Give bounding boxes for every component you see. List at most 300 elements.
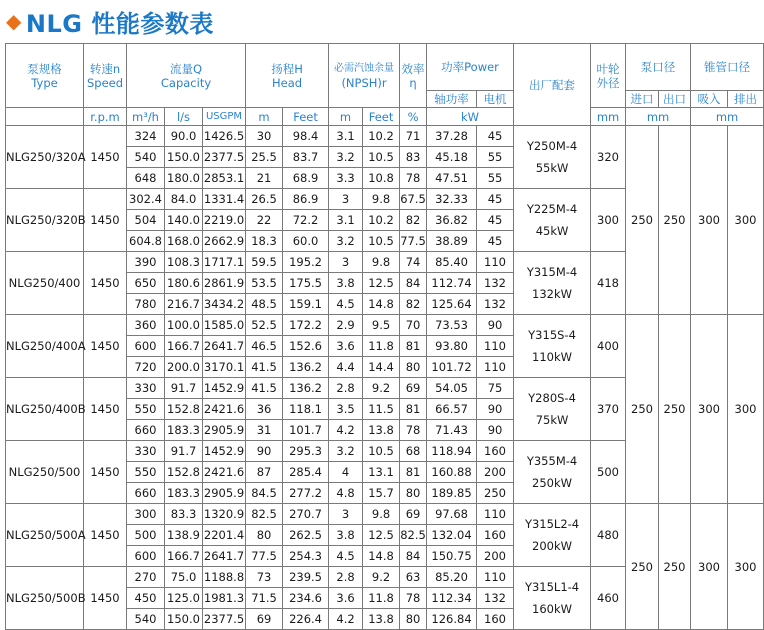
data-cell: 84.0 [165, 189, 203, 210]
data-cell: 2377.5 [203, 147, 246, 168]
data-cell: 1452.9 [203, 378, 246, 399]
impeller-cell: 300 [591, 189, 626, 252]
data-cell: 10.8 [363, 168, 400, 189]
data-cell: 45 [477, 231, 514, 252]
pump-port-header: 泵口径 [626, 44, 691, 91]
data-cell: 226.4 [283, 609, 329, 630]
data-cell: 81 [400, 336, 427, 357]
data-cell: 300 [127, 504, 165, 525]
data-cell: 90 [477, 420, 514, 441]
data-cell: 10.2 [363, 210, 400, 231]
model-cell: NLG250/320A [6, 126, 84, 189]
data-cell: 80 [246, 525, 283, 546]
data-cell: 540 [127, 609, 165, 630]
outlet-cell: 250 [659, 126, 691, 315]
data-cell: 2641.7 [203, 336, 246, 357]
data-cell: 74 [400, 252, 427, 273]
data-cell: 9.2 [363, 378, 400, 399]
speed-cell: 1450 [84, 252, 127, 315]
data-cell: 136.2 [283, 357, 329, 378]
data-cell: 84 [400, 273, 427, 294]
data-cell: 84.5 [246, 483, 283, 504]
data-cell: 159.1 [283, 294, 329, 315]
speed-cell: 1450 [84, 504, 127, 567]
speed-cell: 1450 [84, 441, 127, 504]
data-cell: 216.7 [165, 294, 203, 315]
unit-rpm: r.p.m [84, 108, 127, 126]
inlet-cell: 250 [626, 504, 659, 630]
data-cell: 140.0 [165, 210, 203, 231]
data-cell: 13.8 [363, 609, 400, 630]
factory-header: 出厂配套 [514, 44, 591, 126]
performance-table [5, 43, 764, 630]
data-cell: 100.0 [165, 315, 203, 336]
data-cell: 3.1 [329, 126, 363, 147]
data-cell: 84 [400, 546, 427, 567]
data-cell: 12.5 [363, 273, 400, 294]
data-cell: 4.2 [329, 609, 363, 630]
motor-kw: 132kW [532, 287, 573, 301]
speed-cell: 1450 [84, 315, 127, 378]
data-cell: 11.8 [363, 336, 400, 357]
data-cell: 160 [477, 609, 514, 630]
data-cell: 150.0 [165, 147, 203, 168]
discharge-cell: 300 [728, 504, 764, 630]
model-cell: NLG250/500A [6, 504, 84, 567]
data-cell: 3.2 [329, 441, 363, 462]
data-cell: 11.8 [363, 588, 400, 609]
data-cell: 132 [477, 273, 514, 294]
data-cell: 132.04 [427, 525, 477, 546]
data-cell: 38.89 [427, 231, 477, 252]
impeller-cell: 480 [591, 504, 626, 567]
impeller-cell: 418 [591, 252, 626, 315]
impeller-header: 叶轮 外径 [591, 44, 626, 108]
data-cell: 37.28 [427, 126, 477, 147]
factory-motor-cell [514, 126, 591, 189]
data-cell: 3.3 [329, 168, 363, 189]
data-cell: 72.2 [283, 210, 329, 231]
data-cell: 125.64 [427, 294, 477, 315]
data-cell: 1717.1 [203, 252, 246, 273]
data-cell: 71.5 [246, 588, 283, 609]
data-cell: 82.5 [400, 525, 427, 546]
motor-kw: 160kW [532, 602, 573, 616]
data-cell: 262.5 [283, 525, 329, 546]
data-cell: 48.5 [246, 294, 283, 315]
data-cell: 112.74 [427, 273, 477, 294]
page-title [6, 3, 214, 39]
data-cell: 126.84 [427, 609, 477, 630]
data-cell: 10.5 [363, 231, 400, 252]
factory-motor-cell [514, 252, 591, 315]
data-cell: 650 [127, 273, 165, 294]
data-cell: 90 [477, 399, 514, 420]
data-cell: 600 [127, 546, 165, 567]
data-cell: 302.4 [127, 189, 165, 210]
inlet-cell: 250 [626, 315, 659, 504]
data-cell: 98.4 [283, 126, 329, 147]
data-cell: 132 [477, 294, 514, 315]
data-cell: 189.85 [427, 483, 477, 504]
motor-model: Y280S-4 [528, 391, 576, 405]
type-header: 泵规格 Type [6, 44, 84, 108]
data-cell: 91.7 [165, 441, 203, 462]
data-cell: 80 [400, 357, 427, 378]
data-cell: 125.0 [165, 588, 203, 609]
motor-model: Y315S-4 [528, 328, 576, 342]
data-cell: 234.6 [283, 588, 329, 609]
data-cell: 2421.6 [203, 399, 246, 420]
data-cell: 2.8 [329, 567, 363, 588]
data-cell: 330 [127, 441, 165, 462]
data-cell: 295.3 [283, 441, 329, 462]
data-cell: 91.7 [165, 378, 203, 399]
data-cell: 52.5 [246, 315, 283, 336]
data-cell: 175.5 [283, 273, 329, 294]
data-cell: 2421.6 [203, 462, 246, 483]
motor-kw: 55kW [535, 161, 569, 175]
data-cell: 14.4 [363, 357, 400, 378]
discharge-cell: 300 [728, 126, 764, 315]
data-cell: 2861.9 [203, 273, 246, 294]
unit-usgpm: USGPM [203, 108, 246, 126]
outlet-cell: 250 [659, 315, 691, 504]
data-cell: 136.2 [283, 378, 329, 399]
data-cell: 78 [400, 588, 427, 609]
data-cell: 83 [400, 147, 427, 168]
data-cell: 3.8 [329, 273, 363, 294]
data-cell: 3.2 [329, 231, 363, 252]
impeller-cell: 370 [591, 378, 626, 441]
data-cell: 2.8 [329, 378, 363, 399]
data-cell: 550 [127, 462, 165, 483]
unit-feet: Feet [283, 108, 329, 126]
data-cell: 45 [477, 189, 514, 210]
data-cell: 15.7 [363, 483, 400, 504]
data-cell: 2201.4 [203, 525, 246, 546]
data-cell: 81 [400, 399, 427, 420]
data-cell: 110 [477, 357, 514, 378]
impeller-cell: 500 [591, 441, 626, 504]
flow-header: 流量Q Capacity [127, 44, 246, 108]
data-cell: 3.5 [329, 399, 363, 420]
data-cell: 21 [246, 168, 283, 189]
data-cell: 82 [400, 294, 427, 315]
data-cell: 1188.8 [203, 567, 246, 588]
table-body [6, 126, 764, 630]
data-cell: 2219.0 [203, 210, 246, 231]
data-cell: 1331.4 [203, 189, 246, 210]
data-cell: 69 [400, 504, 427, 525]
data-cell: 360 [127, 315, 165, 336]
data-cell: 22 [246, 210, 283, 231]
motor-kw: 200kW [532, 539, 573, 553]
data-cell: 75.0 [165, 567, 203, 588]
data-cell: 660 [127, 420, 165, 441]
data-cell: 183.3 [165, 483, 203, 504]
factory-motor-cell [514, 378, 591, 441]
data-cell: 25.5 [246, 147, 283, 168]
data-cell: 152.8 [165, 399, 203, 420]
data-cell: 78 [400, 168, 427, 189]
data-cell: 4.4 [329, 357, 363, 378]
model-cell: NLG250/500 [6, 441, 84, 504]
data-cell: 59.5 [246, 252, 283, 273]
data-cell: 3.2 [329, 147, 363, 168]
data-cell: 2905.9 [203, 420, 246, 441]
data-cell: 277.2 [283, 483, 329, 504]
data-cell: 390 [127, 252, 165, 273]
unit-mm-pipe: mm [691, 108, 764, 126]
data-cell: 26.5 [246, 189, 283, 210]
data-cell: 9.8 [363, 252, 400, 273]
data-cell: 3.1 [329, 210, 363, 231]
model-cell: NLG250/320B [6, 189, 84, 252]
data-cell: 82 [400, 210, 427, 231]
speed-cell: 1450 [84, 378, 127, 441]
data-cell: 160 [477, 441, 514, 462]
data-cell: 18.3 [246, 231, 283, 252]
data-cell: 41.5 [246, 378, 283, 399]
data-cell: 73 [246, 567, 283, 588]
data-cell: 168.0 [165, 231, 203, 252]
data-cell: 160 [477, 525, 514, 546]
data-cell: 200 [477, 462, 514, 483]
data-cell: 90 [246, 441, 283, 462]
data-cell: 1426.5 [203, 126, 246, 147]
data-cell: 250 [477, 483, 514, 504]
data-cell: 180.6 [165, 273, 203, 294]
data-cell: 63 [400, 567, 427, 588]
data-cell: 108.3 [165, 252, 203, 273]
data-cell: 9.5 [363, 315, 400, 336]
data-cell: 54.05 [427, 378, 477, 399]
unit-mm-impeller: mm [591, 108, 626, 126]
data-cell: 540 [127, 147, 165, 168]
data-cell: 195.2 [283, 252, 329, 273]
data-cell: 90 [477, 315, 514, 336]
data-cell: 550 [127, 399, 165, 420]
data-cell: 75 [477, 378, 514, 399]
data-cell: 45 [477, 210, 514, 231]
diamond-icon: ◆ [6, 9, 22, 33]
impeller-cell: 460 [591, 567, 626, 630]
pipe-port-header: 锥管口径 [691, 44, 764, 91]
data-cell: 77.5 [400, 231, 427, 252]
data-cell: 83.3 [165, 504, 203, 525]
data-cell: 11.5 [363, 399, 400, 420]
data-cell: 200 [477, 546, 514, 567]
data-cell: 101.72 [427, 357, 477, 378]
data-cell: 12.5 [363, 525, 400, 546]
unit-pct: % [400, 108, 427, 126]
unit-npsh-feet: Feet [363, 108, 400, 126]
data-cell: 101.7 [283, 420, 329, 441]
data-cell: 180.0 [165, 168, 203, 189]
data-cell: 152.8 [165, 462, 203, 483]
speed-cell: 1450 [84, 189, 127, 252]
data-cell: 2377.5 [203, 609, 246, 630]
data-cell: 110 [477, 252, 514, 273]
data-cell: 68.9 [283, 168, 329, 189]
data-cell: 1585.0 [203, 315, 246, 336]
data-cell: 55 [477, 147, 514, 168]
data-cell: 80 [400, 483, 427, 504]
motor-kw: 110kW [532, 350, 573, 364]
data-cell: 118.94 [427, 441, 477, 462]
data-cell: 500 [127, 525, 165, 546]
motor-kw: 45kW [535, 224, 569, 238]
data-cell: 150.0 [165, 609, 203, 630]
data-cell: 648 [127, 168, 165, 189]
motor-header: 电机 [477, 91, 514, 108]
model-cell: NLG250/500B [6, 567, 84, 630]
unit-blank [6, 108, 84, 126]
outlet-header: 出口 [659, 91, 691, 108]
data-cell: 324 [127, 126, 165, 147]
data-cell: 86.9 [283, 189, 329, 210]
suction-cell: 300 [691, 315, 728, 504]
data-cell: 68 [400, 441, 427, 462]
data-cell: 9.8 [363, 504, 400, 525]
table-row [6, 504, 764, 525]
model-cell: NLG250/400B [6, 378, 84, 441]
motor-kw: 75kW [535, 413, 569, 427]
data-cell: 47.51 [427, 168, 477, 189]
speed-cell: 1450 [84, 126, 127, 189]
data-cell: 2.9 [329, 315, 363, 336]
data-cell: 14.8 [363, 294, 400, 315]
data-cell: 71 [400, 126, 427, 147]
shaft-power-header: 轴功率 [427, 91, 477, 108]
data-cell: 36 [246, 399, 283, 420]
power-header: 功率Power [427, 44, 514, 91]
data-cell: 73.53 [427, 315, 477, 336]
data-cell: 2641.7 [203, 546, 246, 567]
speed-header: 转速n Speed [84, 44, 127, 108]
data-cell: 31 [246, 420, 283, 441]
suction-cell: 300 [691, 504, 728, 630]
data-cell: 3.6 [329, 336, 363, 357]
data-cell: 3170.1 [203, 357, 246, 378]
data-cell: 600 [127, 336, 165, 357]
impeller-cell: 400 [591, 315, 626, 378]
data-cell: 9.2 [363, 567, 400, 588]
data-cell: 46.5 [246, 336, 283, 357]
unit-m3h: m³/h [127, 108, 165, 126]
data-cell: 3.8 [329, 525, 363, 546]
factory-motor-cell [514, 315, 591, 378]
data-cell: 604.8 [127, 231, 165, 252]
discharge-cell: 300 [728, 315, 764, 504]
unit-ls: l/s [165, 108, 203, 126]
data-cell: 85.40 [427, 252, 477, 273]
discharge-header: 排出 [728, 91, 764, 108]
data-cell: 97.68 [427, 504, 477, 525]
inlet-cell: 250 [626, 126, 659, 315]
motor-model: Y315M-4 [526, 265, 578, 279]
data-cell: 81 [400, 462, 427, 483]
data-cell: 504 [127, 210, 165, 231]
data-cell: 45.18 [427, 147, 477, 168]
data-cell: 3.6 [329, 588, 363, 609]
factory-motor-cell [514, 189, 591, 252]
data-cell: 10.5 [363, 441, 400, 462]
motor-model: Y250M-4 [526, 139, 578, 153]
data-cell: 85.20 [427, 567, 477, 588]
data-cell: 83.7 [283, 147, 329, 168]
data-cell: 87 [246, 462, 283, 483]
data-cell: 110 [477, 567, 514, 588]
data-cell: 2905.9 [203, 483, 246, 504]
data-cell: 55 [477, 168, 514, 189]
data-cell: 110 [477, 504, 514, 525]
data-cell: 69 [400, 378, 427, 399]
motor-model: Y225M-4 [526, 202, 578, 216]
factory-motor-cell [514, 441, 591, 504]
table-row [6, 315, 764, 336]
data-cell: 3 [329, 252, 363, 273]
model-cell: NLG250/400 [6, 252, 84, 315]
data-cell: 166.7 [165, 546, 203, 567]
data-cell: 90.0 [165, 126, 203, 147]
data-cell: 45 [477, 126, 514, 147]
data-cell: 172.2 [283, 315, 329, 336]
data-cell: 93.80 [427, 336, 477, 357]
data-cell: 132 [477, 588, 514, 609]
data-cell: 118.1 [283, 399, 329, 420]
data-cell: 270 [127, 567, 165, 588]
motor-model: Y315L1-4 [524, 580, 580, 594]
data-cell: 3434.2 [203, 294, 246, 315]
data-cell: 4.5 [329, 546, 363, 567]
unit-m: m [246, 108, 283, 126]
data-cell: 138.9 [165, 525, 203, 546]
data-cell: 720 [127, 357, 165, 378]
data-cell: 70 [400, 315, 427, 336]
data-cell: 152.6 [283, 336, 329, 357]
data-cell: 3 [329, 189, 363, 210]
data-cell: 53.5 [246, 273, 283, 294]
outlet-cell: 250 [659, 504, 691, 630]
data-cell: 2853.1 [203, 168, 246, 189]
data-cell: 150.75 [427, 546, 477, 567]
data-cell: 1981.3 [203, 588, 246, 609]
speed-cell: 1450 [84, 567, 127, 630]
data-cell: 4.2 [329, 420, 363, 441]
factory-motor-cell [514, 567, 591, 630]
data-cell: 9.8 [363, 189, 400, 210]
data-cell: 285.4 [283, 462, 329, 483]
data-cell: 270.7 [283, 504, 329, 525]
efficiency-header: 效率 η [400, 44, 427, 108]
data-cell: 330 [127, 378, 165, 399]
data-cell: 36.82 [427, 210, 477, 231]
data-cell: 69 [246, 609, 283, 630]
data-cell: 13.1 [363, 462, 400, 483]
data-cell: 239.5 [283, 567, 329, 588]
data-cell: 4.8 [329, 483, 363, 504]
data-cell: 30 [246, 126, 283, 147]
head-header: 扬程H Head [246, 44, 329, 108]
data-cell: 14.8 [363, 546, 400, 567]
data-cell: 66.57 [427, 399, 477, 420]
impeller-cell: 320 [591, 126, 626, 189]
data-cell: 112.34 [427, 588, 477, 609]
data-cell: 2662.9 [203, 231, 246, 252]
data-cell: 82.5 [246, 504, 283, 525]
